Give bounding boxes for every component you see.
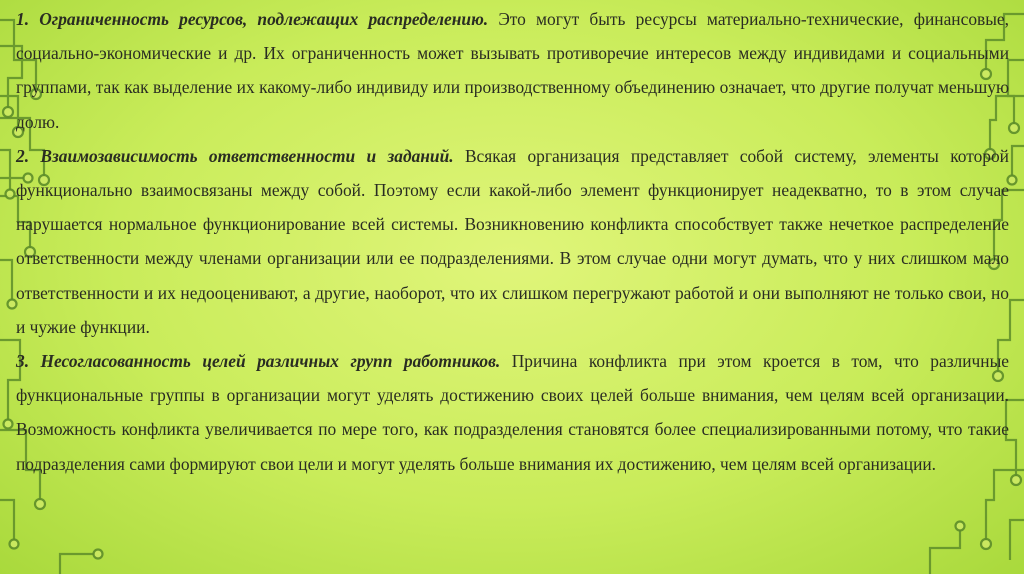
point-3-heading: 3. Несогласованность целей различных групп работников.: [16, 351, 501, 372]
point-2: [16, 139, 1009, 344]
point-1-body: Это могут быть ресурсы материально-технические, финансовые, социально-экономические и др. Их ограниченность может вызывать противоречие интересов между индивидами и социальными группами, так как выделение их какому-либо индивиду или производственному объединению означает, что другие получат меньшую долю.: [16, 9, 1009, 132]
point-1-heading: 1. Ограниченность ресурсов, подлежащих распределению.: [16, 9, 489, 29]
point-2-heading: 2. Взаимозависимость ответственности и заданий.: [16, 145, 454, 166]
point-1: [16, 2, 1009, 139]
slide-text: [16, 2, 1009, 481]
point-2-body: Всякая организация представляет собой систему, элементы которой функционально взаимосвязаны между собой. Поэтому если какой-либо элемент функционирует неадекватно, то в этом случае нарушается нормальное функционирование всей системы. Возникновению конфликта способствует также нечеткое распределение ответственности между членами организации или ее подразделениями. В этом случае одни могут думать, что у них слишком мало ответственности и их недооценивают, а другие, наоборот, что их слишком перегружают работой и они выполняют не только свои, но и чужие функции.: [16, 145, 1009, 337]
point-3-body: Причина конфликта при этом кроется в том, что различные функциональные группы в организации могут уделять достижению своих целей больше внимания, чем целям всей организации. Возможность конфликта увеличивается по мере того, как подразделения становятся более специализированными потому, что такие подразделения сами формируют свои цели и могут уделять больше внимания их достижению, чем целям всей организации.: [16, 351, 1010, 474]
point-3: [16, 344, 1009, 481]
